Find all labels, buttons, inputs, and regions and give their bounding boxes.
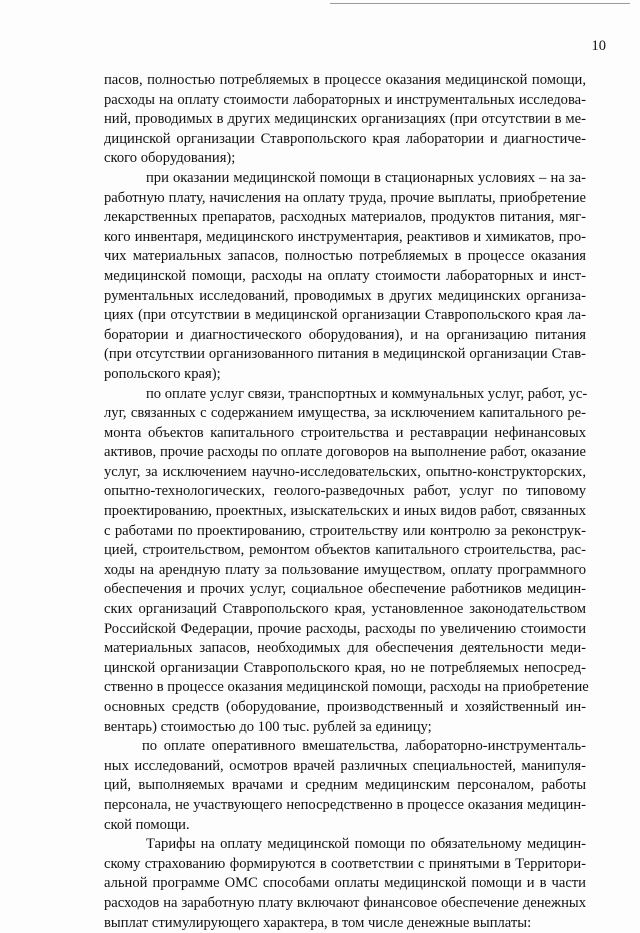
text-line: работную плату, начисления на оплату труда, прочие выплаты, приобретение (104, 189, 586, 206)
text-line: боратории и диагностического оборудования), и на организацию питания (104, 326, 586, 343)
text-line: выплат стимулирующего характера, в том числе денежные выплаты: (104, 914, 532, 931)
text-line: ций, выполняемых врачами и средним медицинским персоналом, работы (104, 777, 586, 794)
text-line: по оплате услуг связи, транспортных и коммунальных услуг, работ, ус- (146, 385, 588, 402)
text-line: дицинской организации Ставропольского края лаборатории и диагностиче- (104, 130, 586, 147)
text-line: при оказании медицинской помощи в стационарных условиях – на за- (146, 169, 586, 186)
text-line: расходы на оплату стоимости лабораторных и инструментальных исследова- (104, 91, 586, 108)
paragraph (104, 385, 589, 738)
text-line: пасов, полностью потребляемых в процессе оказания медицинской помощи, (104, 72, 586, 88)
text-line: цией, строительством, ремонтом объектов капитального строительства, рас- (104, 542, 586, 559)
paragraph (104, 169, 586, 385)
text-line: активов, прочие расходы по оплате договоров на выполнение работ, оказание (104, 444, 586, 461)
text-line: медицинской помощи, расходы на оплату стоимости лабораторных и инст- (104, 267, 586, 284)
text-line: материальных запасов, необходимых для обеспечения деятельности меди- (104, 640, 586, 657)
text-line: Российской Федерации, прочие расходы, расходы по увеличению стоимости (104, 620, 586, 637)
text-line: цинской организации Ставропольского края, но не потребляемых непосред- (104, 659, 586, 676)
text-line: расходов на заработную плату включают финансовое обеспечение денежных (104, 894, 586, 911)
text-line: с работами по проектированию, строительству или контролю за реконструк- (104, 522, 586, 539)
text-line: монта объектов капитального строительства и реставрации нефинансовых (104, 424, 586, 441)
text-line: ской помощи. (104, 816, 190, 833)
text-line: ских организаций Ставропольского края, установленное законодательством (104, 601, 586, 618)
text-line: ственно в процессе оказания медицинской помощи, расходы на приобретение (104, 679, 589, 696)
text-line: ходы на арендную плату за пользование имуществом, оплату программного (104, 561, 586, 578)
text-line: рументальных исследований, проводимых в других медицинских организа- (104, 287, 586, 304)
document-body (104, 71, 589, 933)
text-line: персонала, не участвующего непосредственно в процессе оказания медицин- (104, 796, 586, 813)
text-line: луг, связанных с содержанием имущества, за исключением капитального ре- (104, 405, 586, 422)
text-line: проектированию, проектных, изыскательских и иных видов работ, связанных (104, 503, 586, 520)
text-line: альной программе ОМС способами оплаты медицинской помощи и в части (104, 875, 586, 892)
text-line: опытно-технологических, геолого-разведочных работ, услуг по типовому (104, 483, 586, 500)
text-line: ского оборудования); (104, 150, 236, 167)
text-line: лекарственных препаратов, расходных материалов, продуктов питания, мяг- (104, 209, 586, 226)
paragraph (104, 737, 586, 835)
page-number: 10 (591, 38, 606, 54)
text-line: Тарифы на оплату медицинской помощи по обязательному медицин- (146, 836, 586, 853)
text-line: по оплате оперативного вмешательства, лабораторно-инструменталь- (142, 738, 586, 755)
paragraph (104, 71, 586, 169)
text-line: кого инвентаря, медицинского инструментария, реактивов и химикатов, про- (104, 228, 586, 245)
text-line: основных средств (оборудование, производственный и хозяйственный ин- (104, 699, 586, 715)
text-line: ных исследований, осмотров врачей различных специальностей, манипуля- (104, 757, 586, 774)
text-line: вентарь) стоимостью до 100 тыс. рублей за единицу; (104, 718, 432, 735)
text-line: циях (при отсутствии в медицинской организации Ставропольского края ла- (104, 307, 586, 324)
text-line: ний, проводимых в других медицинских организациях (при отсутствии в ме- (104, 111, 586, 128)
text-line: ропольского края); (104, 365, 221, 382)
text-line: услуг, за исключением научно-исследовательских, опытно-конструкторских, (104, 463, 586, 480)
text-line: скому страхованию формируются в соответствии с принятыми в Территори- (104, 855, 586, 872)
text-line: обеспечения и прочих услуг, социальное обеспечение работников медицин- (104, 581, 586, 598)
text-line: чих материальных запасов, полностью потребляемых в процессе оказания (104, 248, 586, 265)
paragraph (104, 835, 586, 933)
top-rule (330, 3, 630, 4)
text-line: (при отсутствии организованного питания в медицинской организации Став- (104, 346, 586, 363)
